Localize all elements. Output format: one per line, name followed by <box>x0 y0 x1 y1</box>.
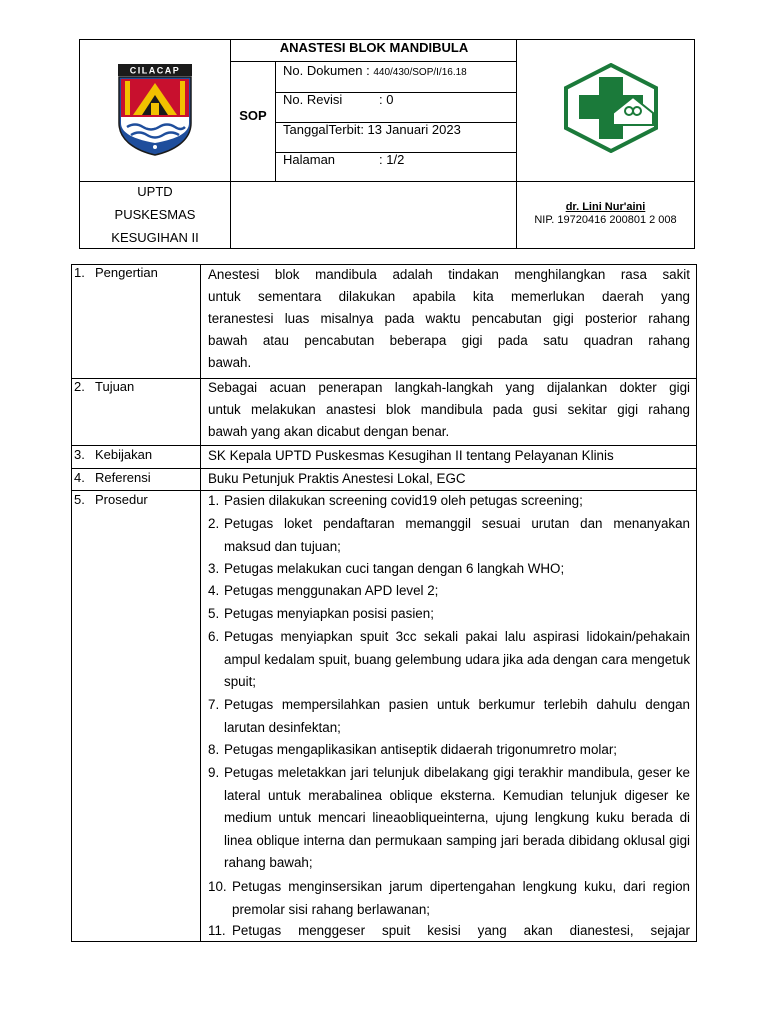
signer-nip: NIP. 19720416 200801 2 008 <box>534 214 677 226</box>
step-number: 7. <box>208 697 220 712</box>
step-number: 6. <box>208 629 220 644</box>
pengertian-line-1: Anestesi blok mandibula adalah tindakan menghilangkan rasa sakit <box>208 267 690 282</box>
section-number: 4. <box>74 470 85 485</box>
tujuan-line-2: untuk melakukan anastesi blok mandibula pada gusi sekitar gigi rahang <box>208 402 690 417</box>
step-text: Petugas menginsersikan jarum dipertengahan lengkung kuku, dari region premolar sisi rahang berlawanan; <box>232 879 690 917</box>
organization-line-1: UPTD <box>137 184 173 199</box>
step-number: 4. <box>208 583 220 598</box>
section-number: 3. <box>74 447 85 462</box>
procedure-step <box>208 876 690 921</box>
procedure-step <box>208 513 690 558</box>
step-text: Petugas melakukan cuci tangan dengan 6 langkah WHO; <box>224 561 565 576</box>
page-value: : 1/2 <box>379 152 405 167</box>
procedure-step <box>208 580 690 603</box>
step-text: Petugas meletakkan jari telunjuk dibelakang gigi terakhir mandibula, geser ke lateral untuk merabalinea oblique eksterna. Kemudian telunjuk digeser ke medium untuk mencari lineaobliqueinterna, ujung lengkung kuku berada di linea oblique interna dan permukaan samping jari berada dibidang oklusal gigi rahang bawah; <box>224 765 690 870</box>
step-text: Petugas loket pendaftaran memanggil sesuai urutan dan menanyakan maksud dan tujuan; <box>224 516 690 554</box>
section-title: Referensi <box>95 470 151 485</box>
signer-name: dr. Lini Nur'aini <box>565 201 646 213</box>
step-text: Petugas menggeser spuit kesisi yang akan dianestesi, sejajar <box>232 923 690 938</box>
section-number: 5. <box>74 492 85 507</box>
page-row <box>283 152 404 167</box>
pengertian-line-2: untuk sementara dilakukan apabila kita memerlukan daerah yang <box>208 289 690 304</box>
document-number-label: No. Dokumen : <box>283 63 370 78</box>
procedure-step <box>208 558 690 581</box>
tujuan-line-1: Sebagai acuan penerapan langkah-langkah yang dijalankan dokter gigi <box>208 380 690 395</box>
section-tujuan-label <box>74 379 134 394</box>
step-text: Petugas mempersilahkan pasien untuk berkumur terlebih dahulu dengan larutan desinfektan; <box>224 697 690 735</box>
section-pengertian-label <box>74 265 158 280</box>
step-text: Petugas menyiapkan posisi pasien; <box>224 606 434 621</box>
step-text: Petugas mengaplikasikan antiseptik didaerah trigonumretro molar; <box>224 742 618 757</box>
tujuan-line-3: bawah yang akan dicabut dengan benar. <box>208 424 450 439</box>
section-referensi-label <box>74 470 151 485</box>
step-text: Petugas menyiapkan spuit 3cc sekali pakai lalu aspirasi lidokain/pehakain ampul kedalam spuit, buang gelembung udara jika ada dengan cara mengetuk spuit; <box>224 629 691 689</box>
revision-row <box>283 92 393 107</box>
procedure-step <box>208 626 690 694</box>
section-kebijakan-label <box>74 447 152 462</box>
pengertian-line-3: teranestesi luas misalnya pada waktu pencabutan gigi posterior rahang <box>208 311 690 326</box>
signature-block <box>517 201 694 227</box>
section-title: Kebijakan <box>95 447 153 462</box>
issue-date-value: : 13 Januari 2023 <box>360 122 461 137</box>
section-title: Tujuan <box>95 379 135 394</box>
organization-line-2: PUSKESMAS <box>114 207 196 222</box>
document-number-row <box>283 63 467 78</box>
section-number: 2. <box>74 379 85 394</box>
procedure-step <box>208 762 690 875</box>
document-title: ANASTESI BLOK MANDIBULA <box>279 40 469 55</box>
puskesmas-logo-icon <box>563 63 659 153</box>
procedure-step <box>208 603 690 626</box>
organization-line-3: KESUGIHAN II <box>111 230 199 245</box>
step-text: Petugas menggunakan APD level 2; <box>224 583 439 598</box>
pengertian-line-4: bawah atau pencabutan beberapa gigi pada satu quadran rahang <box>208 333 690 348</box>
step-number: 5. <box>208 606 220 621</box>
procedure-step <box>208 694 690 739</box>
step-text: Pasien dilakukan screening covid19 oleh petugas screening; <box>224 493 583 508</box>
step-number: 2. <box>208 516 220 531</box>
logo-text: CILACAP <box>129 65 181 76</box>
step-number: 9. <box>208 765 220 780</box>
procedure-step <box>208 739 690 762</box>
sop-label: SOP <box>239 108 267 123</box>
page-label: Halaman <box>283 152 336 167</box>
issue-date-label: TanggalTerbit <box>283 122 361 137</box>
step-number: 10. <box>208 879 227 894</box>
kebijakan-text: SK Kepala UPTD Puskesmas Kesugihan II tentang Pelayanan Klinis <box>208 448 614 463</box>
pengertian-line-5: bawah. <box>208 355 252 370</box>
section-title: Pengertian <box>95 265 158 280</box>
cilacap-logo-icon <box>117 63 193 156</box>
step-number: 11. <box>208 923 226 938</box>
step-number: 1. <box>208 493 220 508</box>
issue-date-row <box>283 122 461 137</box>
section-number: 1. <box>74 265 85 280</box>
organization-name <box>80 180 230 249</box>
revision-value: : 0 <box>379 92 394 107</box>
procedure-step <box>208 920 690 943</box>
procedure-step <box>208 490 690 513</box>
revision-label: No. Revisi <box>283 92 343 107</box>
document-number-value: 440/430/SOP/I/16.18 <box>373 67 467 78</box>
section-title: Prosedur <box>95 492 148 507</box>
step-number: 3. <box>208 561 220 576</box>
step-number: 8. <box>208 742 220 757</box>
section-prosedur-label <box>74 492 148 507</box>
referensi-text: Buku Petunjuk Praktis Anestesi Lokal, EGC <box>208 471 466 486</box>
